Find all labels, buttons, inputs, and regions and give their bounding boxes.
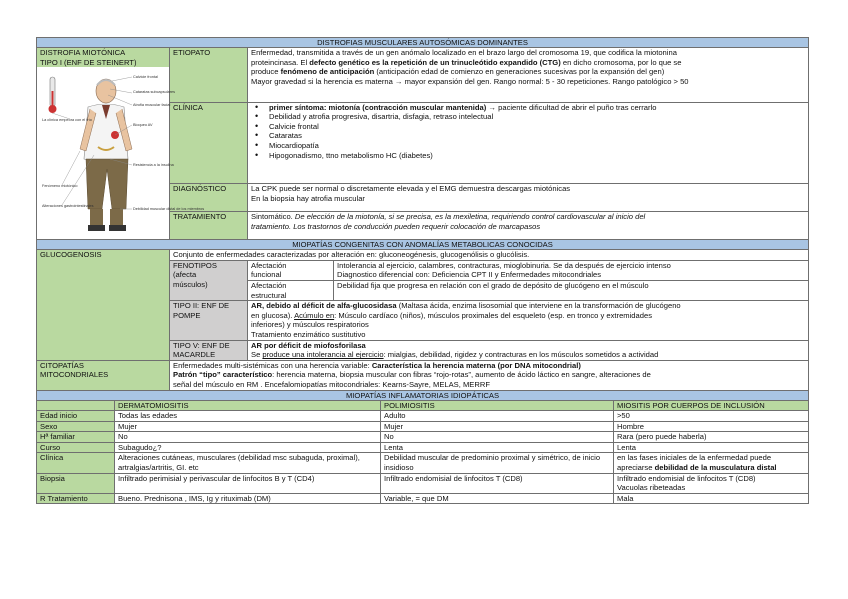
distrofias-table (36, 37, 809, 240)
etiopato-line: produce fenómeno de anticipación (anticipación edad de comienzo en generaciones sucesivas por la expansión del gen) (251, 67, 665, 77)
table-cell: en las fases iniciales de la enfermedad puede apreciarse debilidad de la musculatura distal (614, 453, 809, 473)
figure-label: La clínica empeora con el frío (42, 118, 92, 123)
list-item: • primer síntoma: miotonía (contracción muscular mantenida) → paciente dificultad de abrir el puño tras cerrarlo (251, 103, 805, 113)
diagnostico-line: En la biopsia hay atrofia muscular (251, 193, 365, 203)
row-label: R Tratamiento (37, 493, 115, 504)
figure-label: Resistencia a la insulina (133, 163, 174, 168)
table-row (37, 493, 809, 504)
afectacion-funcional-label: Afectación funcional (248, 260, 334, 280)
macardle-label: TIPO V: ENF DE MACARDLE (170, 340, 248, 360)
diagnostico-line: La CPK puede ser normal o discretamente elevada y el EMG demuestra descargas miotónicas (251, 184, 571, 194)
list-item: • Debilidad y atrofia progresiva, disartria, disfagia, retraso intelectual (251, 112, 805, 122)
table-cell: Todas las edades (115, 411, 381, 422)
column-header: DERMATOMIOSITIS (115, 400, 381, 411)
etiopato-line: Mayor gravedad si la herencia es materna → mayor expansión del gen. Rango normal: 5 - 30 repeticiones. Rango patológico > 50 (251, 76, 689, 86)
clinica-label: CLÍNICA (170, 102, 248, 183)
table-cell: Rara (pero puede haberla) (614, 432, 809, 443)
table-cell: Mujer (381, 421, 614, 432)
table-cell: No (115, 432, 381, 443)
table-cell: Bueno. Prednisona , IMS, Ig y rituximab (DM) (115, 493, 381, 504)
etiopato-label: ETIOPATO (170, 48, 248, 103)
table-cell: Mala (614, 493, 809, 504)
column-header: MIOSITIS POR CUERPOS DE INCLUSIÓN (614, 400, 809, 411)
tratamiento-label: TRATAMIENTO (170, 212, 248, 240)
row-label: Sexo (37, 421, 115, 432)
etiopato-text (248, 48, 809, 103)
table-cell: Subagudo¿? (115, 442, 381, 453)
afectacion-estructural-label: Afectación estructural (248, 280, 334, 300)
table-row (37, 442, 809, 453)
list-item: • Calvicie frontal (251, 122, 805, 132)
table-cell: Infiltrado endomisial de linfocitos T (CD8) (381, 473, 614, 493)
inflamatorias-table (36, 390, 809, 505)
pompe-label: TIPO II: ENF DE POMPE (170, 301, 248, 340)
table-cell: Lenta (614, 442, 809, 453)
glucogenosis-label: GLUCOGENOSIS (37, 250, 170, 361)
figure-label: Debilidad muscular distal de los miembros (133, 207, 205, 212)
table-row (37, 432, 809, 443)
table-row (37, 473, 809, 493)
figure-label: Fenómeno miotónico (42, 184, 78, 189)
table-cell: Variable, = que DM (381, 493, 614, 504)
citopatias-text: Enfermedades multi-sistémicas con una herencia variable: Característica la herencia materna (por DNA mitocondrial) Patrón “tipo” característico: herencia materna, biopsia muscular con fibras “rojo-rotas”, aumento de ácido láctico en sangre, alteraciones de señal del músculo en RM . Encefalomiopatías mitocondriales: Kearns-Sayre, MELAS, MERRF (170, 360, 809, 390)
row-label: Hª familiar (37, 432, 115, 443)
table-row (37, 411, 809, 422)
steinert-title: DISTROFIA MIOTÓNICA (40, 48, 126, 57)
etiopato-line: proteincinasa. El defecto genético es la repetición de un trinucleótido expandido (CTG) en dicho cromosoma, por lo que se (251, 57, 682, 67)
tratamiento-text (248, 212, 809, 240)
table-cell: Hombre (614, 421, 809, 432)
clinica-list (248, 102, 809, 183)
figure-label: Cataratas subcapsulares (133, 90, 175, 95)
row-label: Clínica (37, 453, 115, 473)
column-header: POLIMIOSITIS (381, 400, 614, 411)
table-cell: Infiltrado perimisial y perivascular de linfocitos B y T (CD4) (115, 473, 381, 493)
row-label: Curso (37, 442, 115, 453)
table-cell: Infiltrado endomisial de linfocitos T (CD8) Vacuolas ribeteadas (614, 473, 809, 493)
table-cell: Alteraciones cutáneas, musculares (debilidad msc subaguda, proximal), artralgias/artritis, GI. etc (115, 453, 381, 473)
citopatias-label: CITOPATÍAS MITOCONDRIALES (37, 360, 170, 390)
diagnostico-text (248, 184, 809, 212)
tratamiento-line: Sintomático. De elección de la miotonía, si se precisa, es la mexiletina, requiriendo control cardiovascular al inicio del (251, 212, 646, 222)
glucogenosis-intro: Conjunto de enfermedades caracterizadas por alteración en: gluconeogénesis, glucogenólisis o glucólisis. (170, 250, 809, 261)
list-item: • Cataratas (251, 131, 805, 141)
summary-sheet (36, 37, 809, 504)
section-header-metabolicas: MIOPATÍAS CONGENITAS CON ANOMALÍAS METABOLICAS CONOCIDAS (37, 240, 809, 250)
table-cell: No (381, 432, 614, 443)
steinert-title-2: TIPO I (ENF DE STEINERT) (40, 57, 137, 67)
section-header-distrofias: DISTROFIAS MUSCULARES AUTOSÓMICAS DOMINANTES (37, 38, 809, 48)
etiopato-line: Enfermedad, transmitida a través de un gen anómalo localizado en el brazo largo del cromosoma 19, que codifica la miotonina (251, 48, 677, 57)
afectacion-funcional-text: Intolerancia al ejercicio, calambres, contracturas, mioglobinuria. Se da después de ejercicio intenso Diagnostico diferencial con: Deficiencia CPT II y Enfermedades mitocondriales (334, 260, 809, 280)
metabolicas-table (36, 239, 809, 390)
fenotipos-label: FENOTIPOS (afecta músculos) (170, 260, 248, 300)
list-item: • Miocardiopatía (251, 141, 805, 151)
corner-cell (37, 400, 115, 411)
figure-label: Alteraciones gastrointestinales (42, 204, 94, 209)
figure-label: Calvicie frontal (133, 75, 158, 80)
diagnostico-label: DIAGNÓSTICO (170, 184, 248, 212)
list-item: • Hipogonadismo, ttno metabolismo HC (diabetes) (251, 151, 805, 161)
table-row (37, 421, 809, 432)
table-row (37, 453, 809, 473)
table-cell: Adulto (381, 411, 614, 422)
section-header-inflamatorias: MIOPATÍAS INFLAMATORIAS IDIOPÁTICAS (37, 390, 809, 400)
table-cell: Mujer (115, 421, 381, 432)
tratamiento-line: tratamiento. Los trastornos de conducción pueden requerir colocación de marcapasos (251, 221, 541, 231)
afectacion-estructural-text: Debilidad fija que progresa en relación con el grado de depósito de glucógeno en el músculo (334, 280, 809, 300)
table-cell: >50 (614, 411, 809, 422)
macardle-text: AR por déficit de miofosforilasa Se produce una intolerancia al ejercicio: mialgias, debilidad, rigidez y contracturas en los músculos sometidos a actividad (248, 340, 809, 360)
row-label: Biopsia (37, 473, 115, 493)
figure-label: Bloqueo AV (133, 123, 153, 128)
table-cell: Lenta (381, 442, 614, 453)
table-cell: Debilidad muscular de predominio proximal y simétrico, de inicio insidioso (381, 453, 614, 473)
figure-label: Atrofia muscular facial (133, 103, 171, 108)
pompe-text: AR, debido al déficit de alfa-glucosidasa (Maltasa ácida, enzima lisosomial que interviene en la transformación de glucógeno en glucosa). Acúmulo en: Músculo cardíaco (niños), músculos proximales del esqueleto (esp. en tronco y extremidades inferiores) y músculos respiratorios Tratamiento enzimático sustitutivo (248, 301, 809, 340)
row-label: Edad inicio (37, 411, 115, 422)
